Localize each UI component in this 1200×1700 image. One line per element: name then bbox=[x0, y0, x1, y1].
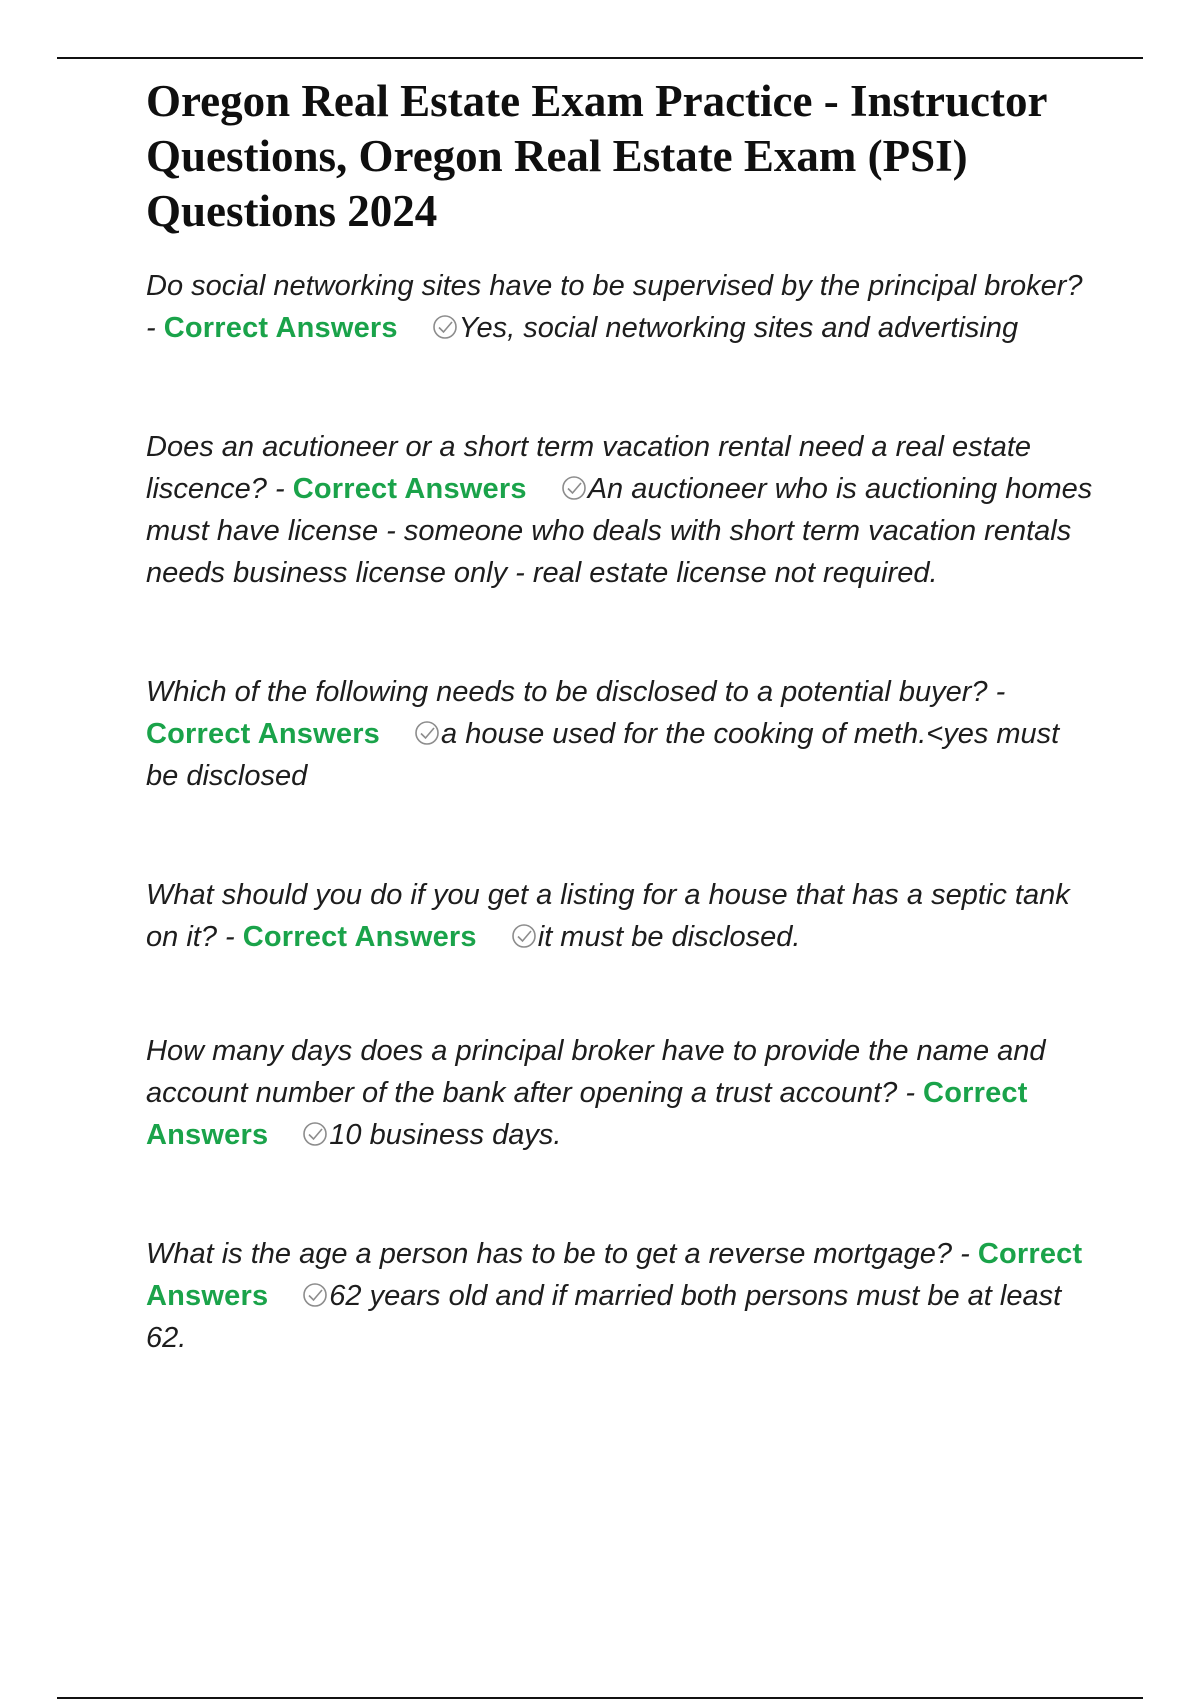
answer-text: 62 years old and if married both persons must be at least 62. bbox=[146, 1280, 1062, 1354]
check-circle-icon bbox=[302, 1121, 328, 1147]
answer-text: 10 business days. bbox=[329, 1119, 562, 1151]
question-text: How many days does a principal broker have to provide the name and account number of the bank after opening a trust account? - bbox=[146, 1035, 1046, 1109]
correct-answers-label: Correct Answers bbox=[242, 921, 477, 953]
answer-text: a house used for the cooking of meth.<yes must be disclosed bbox=[146, 718, 1060, 792]
qa-item-3 bbox=[146, 671, 1096, 797]
question-text: Does an acutioneer or a short term vacation rental need a real estate liscence? - bbox=[146, 431, 1032, 505]
correct-answers-label: Correct Answers bbox=[146, 1077, 1028, 1151]
check-circle-icon bbox=[432, 314, 458, 340]
qa-item-6 bbox=[146, 1233, 1096, 1359]
correct-answers-label: Correct Answers bbox=[163, 312, 398, 344]
check-circle-icon bbox=[302, 1282, 328, 1308]
qa-item-1 bbox=[146, 265, 1096, 349]
question-text: Which of the following needs to be disclosed to a potential buyer? - bbox=[146, 676, 1006, 708]
question-text: What should you do if you get a listing for a house that has a septic tank on it? - bbox=[146, 879, 1070, 953]
document-title: Oregon Real Estate Exam Practice - Instructor Questions, Oregon Real Estate Exam (PSI) Questions 2024 bbox=[146, 76, 1047, 236]
correct-answers-label: Correct Answers bbox=[292, 473, 527, 505]
answer-text: Yes, social networking sites and advertising bbox=[458, 312, 1019, 344]
bottom-divider bbox=[57, 1697, 1143, 1699]
question-text: What is the age a person has to be to get a reverse mortgage? - bbox=[146, 1238, 970, 1270]
qa-item-2 bbox=[146, 426, 1096, 594]
answer-text: An auctioneer who is auctioning homes must have license - someone who deals with short term vacation rentals needs business license only - real estate license not required. bbox=[146, 473, 1093, 589]
qa-item-4 bbox=[146, 874, 1096, 958]
check-circle-icon bbox=[561, 475, 587, 501]
qa-item-5 bbox=[146, 1030, 1096, 1156]
check-circle-icon bbox=[511, 923, 537, 949]
top-divider bbox=[57, 57, 1143, 59]
correct-answers-label: Correct Answers bbox=[146, 1238, 1083, 1312]
answer-text: it must be disclosed. bbox=[537, 921, 801, 953]
check-circle-icon bbox=[414, 720, 440, 746]
question-text: Do social networking sites have to be supervised by the principal broker? - bbox=[146, 270, 1083, 344]
correct-answers-label: Correct Answers bbox=[146, 718, 381, 750]
document-body bbox=[146, 74, 1096, 1436]
